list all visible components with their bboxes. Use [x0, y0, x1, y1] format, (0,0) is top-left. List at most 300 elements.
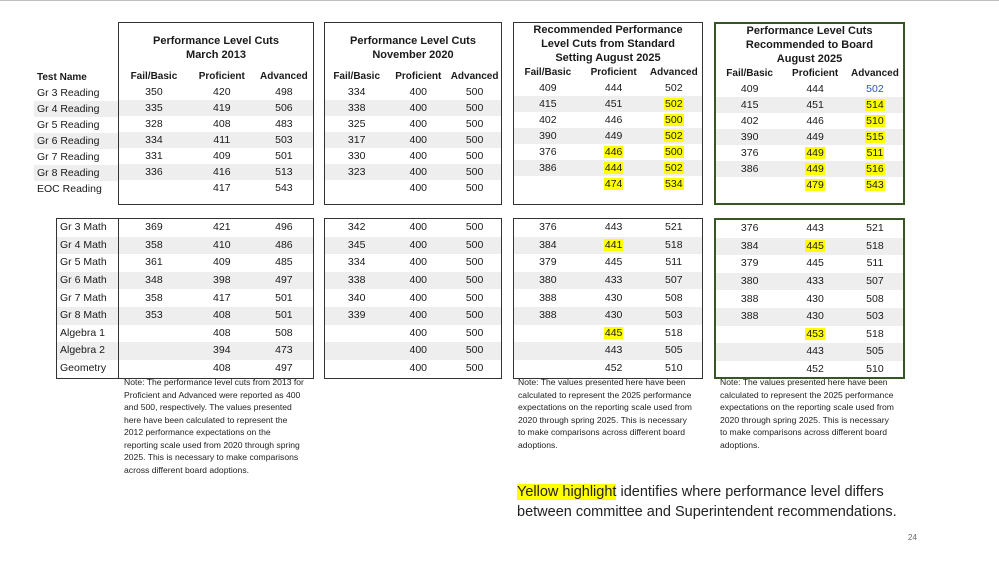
table-row — [514, 342, 702, 360]
cell-value: 443 — [806, 345, 824, 358]
value-cell — [448, 325, 501, 343]
table-row — [716, 145, 903, 161]
value-cell — [325, 254, 388, 272]
value-cell — [783, 273, 847, 291]
cell-value: 323 — [347, 165, 366, 178]
table-row — [716, 273, 903, 291]
value-cell — [189, 360, 255, 378]
table-row — [119, 360, 313, 378]
value-cell — [646, 325, 702, 343]
cell-value: 444 — [806, 82, 824, 95]
values-table — [716, 66, 903, 193]
value-cell — [189, 254, 255, 272]
value-cell — [582, 128, 646, 144]
cell-value: 386 — [740, 162, 759, 175]
value-cell — [255, 307, 313, 325]
value-cell — [716, 238, 783, 256]
cell-value: 446 — [604, 113, 623, 126]
group-title-line: Setting August 2025 — [555, 52, 661, 64]
value-cell — [325, 116, 388, 132]
note-board: Note: The values presented here have been calculated to represent the 2025 performance expectations on the reporting scale used from 2020 through spring 2025. This is necessary to make comparisons across different board adoptions. — [720, 377, 894, 450]
value-cell — [646, 272, 702, 290]
cell-value: 400 — [409, 101, 428, 114]
table-row — [34, 117, 118, 133]
cell-value: 388 — [539, 309, 557, 322]
group-title-line: Performance Level Cuts — [350, 35, 476, 47]
column-header-proficient: Proficient — [395, 71, 442, 82]
cell-value: 433 — [806, 275, 824, 288]
value-cell — [514, 289, 582, 307]
value-cell — [514, 342, 582, 360]
test-name-cell: Gr 7 Math — [60, 291, 107, 304]
value-cell — [448, 360, 501, 378]
value-cell — [388, 164, 448, 180]
table-committee-2025-math — [513, 218, 703, 379]
value-cell — [325, 148, 388, 164]
value-cell — [119, 342, 189, 360]
table-row — [57, 254, 119, 272]
table-row — [514, 307, 702, 325]
cell-value: 511 — [866, 257, 884, 270]
table-row — [514, 80, 702, 96]
value-cell — [388, 325, 448, 343]
table-row — [514, 160, 702, 176]
value-cell — [646, 254, 702, 272]
cell-value: 486 — [275, 238, 293, 251]
cell-value: 430 — [806, 292, 824, 305]
cell-value: 508 — [665, 291, 683, 304]
cell-value: 501 — [275, 291, 293, 304]
value-cell — [514, 112, 582, 128]
value-cell — [646, 342, 702, 360]
value-cell — [514, 307, 582, 325]
cell-value: 518 — [665, 326, 683, 339]
table-row — [325, 84, 501, 100]
column-header-row — [325, 69, 501, 84]
value-cell — [388, 237, 448, 255]
value-cell — [847, 326, 903, 344]
cell-value: 449 — [806, 162, 824, 175]
value-cell — [189, 100, 255, 116]
value-cell — [646, 160, 702, 176]
value-cell — [189, 84, 255, 100]
table-row — [119, 307, 313, 325]
cell-value: 500 — [665, 145, 683, 158]
table-row — [119, 180, 313, 196]
table-2020-math — [324, 218, 502, 379]
value-cell — [189, 325, 255, 343]
value-cell — [514, 96, 582, 112]
value-cell — [582, 254, 646, 272]
value-cell — [582, 144, 646, 160]
cell-value: 430 — [604, 309, 623, 322]
table-row — [119, 325, 313, 343]
cell-value: 409 — [213, 149, 231, 162]
value-cell — [646, 289, 702, 307]
value-cell — [325, 164, 388, 180]
test-name-cell: Gr 5 Reading — [37, 118, 100, 131]
value-cell — [448, 254, 501, 272]
values-table — [119, 219, 313, 377]
cell-value: 379 — [740, 257, 759, 270]
value-cell — [255, 237, 313, 255]
table-row — [119, 342, 313, 360]
cell-value: 485 — [275, 256, 293, 269]
value-cell — [646, 96, 702, 112]
table-row — [119, 219, 313, 237]
cell-value: 400 — [409, 256, 428, 269]
cell-value: 358 — [145, 238, 163, 251]
table-row — [119, 272, 313, 290]
column-header-advanced: Advanced — [450, 71, 499, 82]
cell-value: 400 — [409, 85, 428, 98]
cell-value: 451 — [604, 97, 623, 110]
value-cell — [514, 176, 582, 192]
value-cell — [325, 289, 388, 307]
value-cell — [255, 325, 313, 343]
value-cell — [448, 272, 501, 290]
value-cell — [255, 272, 313, 290]
value-cell — [582, 342, 646, 360]
cell-value: 502 — [866, 82, 884, 95]
value-cell — [325, 307, 388, 325]
cell-value: 521 — [866, 222, 884, 235]
value-cell — [448, 289, 501, 307]
value-cell — [847, 238, 903, 256]
table-row — [34, 101, 118, 117]
cell-value: 390 — [539, 129, 557, 142]
group-title — [514, 23, 702, 65]
value-cell — [119, 237, 189, 255]
cell-value: 419 — [213, 101, 231, 114]
table-row — [716, 290, 903, 308]
cell-value: 518 — [866, 327, 884, 340]
cell-value: 500 — [465, 291, 484, 304]
value-cell — [716, 273, 783, 291]
test-name-cell: Algebra 1 — [60, 326, 105, 339]
value-cell — [325, 100, 388, 116]
cell-value: 334 — [347, 85, 366, 98]
value-cell — [783, 97, 847, 113]
cell-value: 331 — [145, 149, 163, 162]
value-cell — [388, 307, 448, 325]
cell-value: 400 — [409, 117, 428, 130]
column-header-row — [514, 65, 702, 80]
value-cell — [448, 84, 501, 100]
value-cell — [582, 360, 646, 378]
value-cell — [119, 219, 189, 237]
value-cell — [119, 254, 189, 272]
value-cell — [783, 177, 847, 193]
column-header-row — [119, 69, 313, 84]
group-title-line: August 2025 — [776, 53, 843, 65]
note-2013: Note: The performance level cuts from 2013 for Proficient and Advanced were reported as 400 and 500, respectively. The values presented here have been calculated to represent the 2012 performance expectations on the reporting scale used from 2020 through spring 2025. This is necessary to make comparisons across different board adoptions. — [124, 377, 304, 475]
cell-value: 445 — [806, 257, 824, 270]
test-name-cell: Gr 5 Math — [60, 256, 107, 269]
cell-value: 376 — [740, 146, 759, 159]
cell-value: 433 — [604, 274, 623, 287]
table-row — [325, 254, 501, 272]
value-cell — [514, 80, 582, 96]
value-cell — [325, 360, 388, 378]
group-title-line: Performance Level Cuts — [746, 25, 873, 37]
cell-value: 416 — [213, 165, 231, 178]
value-cell — [582, 272, 646, 290]
table-row — [325, 164, 501, 180]
cell-value: 500 — [465, 326, 484, 339]
value-cell — [783, 129, 847, 145]
value-cell — [646, 237, 702, 255]
table-row — [325, 219, 501, 237]
table-row — [514, 325, 702, 343]
value-cell — [646, 219, 702, 237]
cell-value: 513 — [275, 165, 293, 178]
value-cell — [646, 112, 702, 128]
table-row — [325, 180, 501, 196]
cell-value: 446 — [806, 114, 824, 127]
cell-value: 451 — [806, 98, 824, 111]
table-row — [514, 176, 702, 192]
value-cell — [716, 326, 783, 344]
cell-value: 515 — [866, 130, 884, 143]
cell-value: 400 — [409, 362, 428, 375]
table-row — [716, 238, 903, 256]
cell-value: 510 — [665, 362, 683, 375]
value-cell — [847, 308, 903, 326]
cell-value: 443 — [604, 344, 623, 357]
cell-value: 501 — [275, 149, 293, 162]
value-cell — [783, 290, 847, 308]
value-cell — [388, 342, 448, 360]
page-number: 24 — [908, 533, 917, 542]
cell-value: 376 — [539, 221, 557, 234]
cell-value: 408 — [213, 309, 231, 322]
cell-value: 325 — [347, 117, 366, 130]
cell-value: 342 — [347, 221, 366, 234]
table-row — [57, 272, 119, 290]
test-name-cell: Algebra 2 — [57, 342, 119, 360]
table-2013-math — [118, 218, 314, 379]
cell-value: 497 — [275, 274, 293, 287]
cell-value: 502 — [665, 161, 683, 174]
value-cell — [448, 307, 501, 325]
column-header-proficient: Proficient — [590, 67, 637, 78]
value-cell — [189, 289, 255, 307]
value-cell — [783, 81, 847, 97]
table-row — [325, 237, 501, 255]
test-name-cell: Geometry — [60, 362, 107, 375]
group-title-line: November 2020 — [372, 49, 454, 61]
table-row — [119, 84, 313, 100]
value-cell — [189, 132, 255, 148]
cell-value: 500 — [465, 101, 484, 114]
cell-value: 510 — [866, 114, 884, 127]
value-cell — [582, 237, 646, 255]
column-header-fail-basic: Fail/Basic — [524, 67, 572, 78]
value-cell — [388, 132, 448, 148]
cell-value: 345 — [347, 238, 366, 251]
value-cell — [582, 219, 646, 237]
value-cell — [119, 164, 189, 180]
table-row — [119, 132, 313, 148]
table-row — [716, 129, 903, 145]
table-row — [325, 132, 501, 148]
value-cell — [448, 148, 501, 164]
group-title — [119, 23, 313, 69]
value-cell — [255, 180, 313, 196]
value-cell — [847, 113, 903, 129]
highlight-legend — [517, 483, 927, 522]
cell-value: 516 — [866, 162, 884, 175]
group-title-line: Recommended Performance — [533, 24, 683, 36]
cell-value: 507 — [866, 275, 884, 288]
cell-value: 334 — [347, 256, 366, 269]
table-row — [119, 116, 313, 132]
value-cell — [514, 254, 582, 272]
value-cell — [448, 237, 501, 255]
cell-value: 500 — [465, 221, 484, 234]
value-cell — [716, 81, 783, 97]
table-row — [119, 164, 313, 180]
cell-value: 409 — [740, 82, 759, 95]
test-name-cell: Gr 7 Reading — [37, 150, 100, 163]
value-cell — [847, 81, 903, 97]
value-cell — [448, 132, 501, 148]
value-cell — [325, 272, 388, 290]
column-header-row — [716, 66, 903, 81]
cell-value: 415 — [740, 98, 759, 111]
cell-value: 388 — [740, 292, 759, 305]
table-row — [716, 177, 903, 193]
cell-value: 441 — [604, 238, 623, 251]
value-cell — [119, 272, 189, 290]
cell-value: 335 — [145, 101, 163, 114]
table-row — [119, 237, 313, 255]
cell-value: 453 — [806, 327, 824, 340]
table-row — [325, 307, 501, 325]
value-cell — [388, 148, 448, 164]
note-committee: Note: The values presented here have been calculated to represent the 2025 performance expectations on the reporting scale used from 2020 through spring 2025. This is necessary to make comparisons across different board adoptions. — [518, 377, 692, 450]
values-table — [325, 219, 501, 377]
table-row — [514, 272, 702, 290]
cell-value: 400 — [409, 181, 428, 194]
top-rule — [0, 0, 999, 1]
cell-value: 348 — [145, 274, 163, 287]
legend-highlight-sample: Yellow highlight — [517, 484, 617, 500]
cell-value: 353 — [145, 309, 163, 322]
cell-value: 483 — [275, 117, 293, 130]
cell-value: 445 — [604, 256, 623, 269]
group-title-line: Level Cuts from Standard — [541, 38, 675, 50]
cell-value: 500 — [465, 149, 484, 162]
cell-value: 338 — [347, 274, 366, 287]
group-title-line: March 2013 — [186, 49, 246, 61]
value-cell — [325, 84, 388, 100]
value-cell — [255, 100, 313, 116]
cell-value: 388 — [740, 310, 759, 323]
value-cell — [189, 307, 255, 325]
value-cell — [448, 164, 501, 180]
value-cell — [255, 360, 313, 378]
cell-value: 443 — [806, 222, 824, 235]
value-cell — [255, 219, 313, 237]
cell-value: 411 — [213, 133, 231, 146]
cell-value: 534 — [665, 177, 683, 190]
cell-value: 514 — [866, 98, 884, 111]
values-table — [514, 65, 702, 192]
cell-value: 336 — [145, 165, 163, 178]
group-title — [716, 24, 903, 66]
table-row — [716, 343, 903, 361]
value-cell — [325, 325, 388, 343]
cell-value: 518 — [866, 239, 884, 252]
table-row — [325, 360, 501, 378]
group-title-line: Recommended to Board — [745, 39, 874, 51]
cell-value: 376 — [740, 222, 759, 235]
column-header-proficient: Proficient — [198, 71, 245, 82]
value-cell — [716, 113, 783, 129]
value-cell — [388, 116, 448, 132]
value-cell — [847, 161, 903, 177]
legend-text: identifies where performance level differs between committee and Superintendent recommendations. — [517, 484, 897, 520]
table-row — [325, 325, 501, 343]
table-row — [57, 360, 119, 378]
value-cell — [514, 325, 582, 343]
cell-value: 500 — [465, 274, 484, 287]
table-row — [34, 165, 118, 181]
name-table — [34, 70, 118, 197]
cell-value: 400 — [409, 344, 428, 357]
cell-value: 445 — [604, 326, 623, 339]
table-board-2025-math — [714, 218, 905, 379]
value-cell — [388, 84, 448, 100]
value-cell — [783, 255, 847, 273]
column-header-test-name: Test Name — [37, 72, 87, 83]
value-cell — [189, 219, 255, 237]
value-cell — [448, 116, 501, 132]
table-row — [57, 237, 119, 255]
cell-value: 501 — [275, 309, 293, 322]
column-header-fail-basic: Fail/Basic — [726, 68, 773, 79]
value-cell — [189, 116, 255, 132]
table-row — [716, 81, 903, 97]
value-cell — [783, 161, 847, 177]
test-name-cell: Gr 6 Reading — [34, 133, 118, 149]
cell-value: 400 — [409, 221, 428, 234]
value-cell — [255, 84, 313, 100]
cell-value: 330 — [347, 149, 366, 162]
table-row — [716, 113, 903, 129]
table-row — [514, 360, 702, 378]
value-cell — [716, 145, 783, 161]
value-cell — [847, 290, 903, 308]
cell-value: 449 — [806, 130, 824, 143]
table-row — [716, 255, 903, 273]
table-row — [514, 254, 702, 272]
value-cell — [783, 145, 847, 161]
value-cell — [255, 116, 313, 132]
value-cell — [325, 237, 388, 255]
cell-value: 361 — [145, 256, 163, 269]
table-row — [716, 308, 903, 326]
value-cell — [847, 255, 903, 273]
value-cell — [514, 237, 582, 255]
value-cell — [119, 148, 189, 164]
value-cell — [847, 129, 903, 145]
value-cell — [783, 343, 847, 361]
value-cell — [119, 132, 189, 148]
value-cell — [189, 148, 255, 164]
